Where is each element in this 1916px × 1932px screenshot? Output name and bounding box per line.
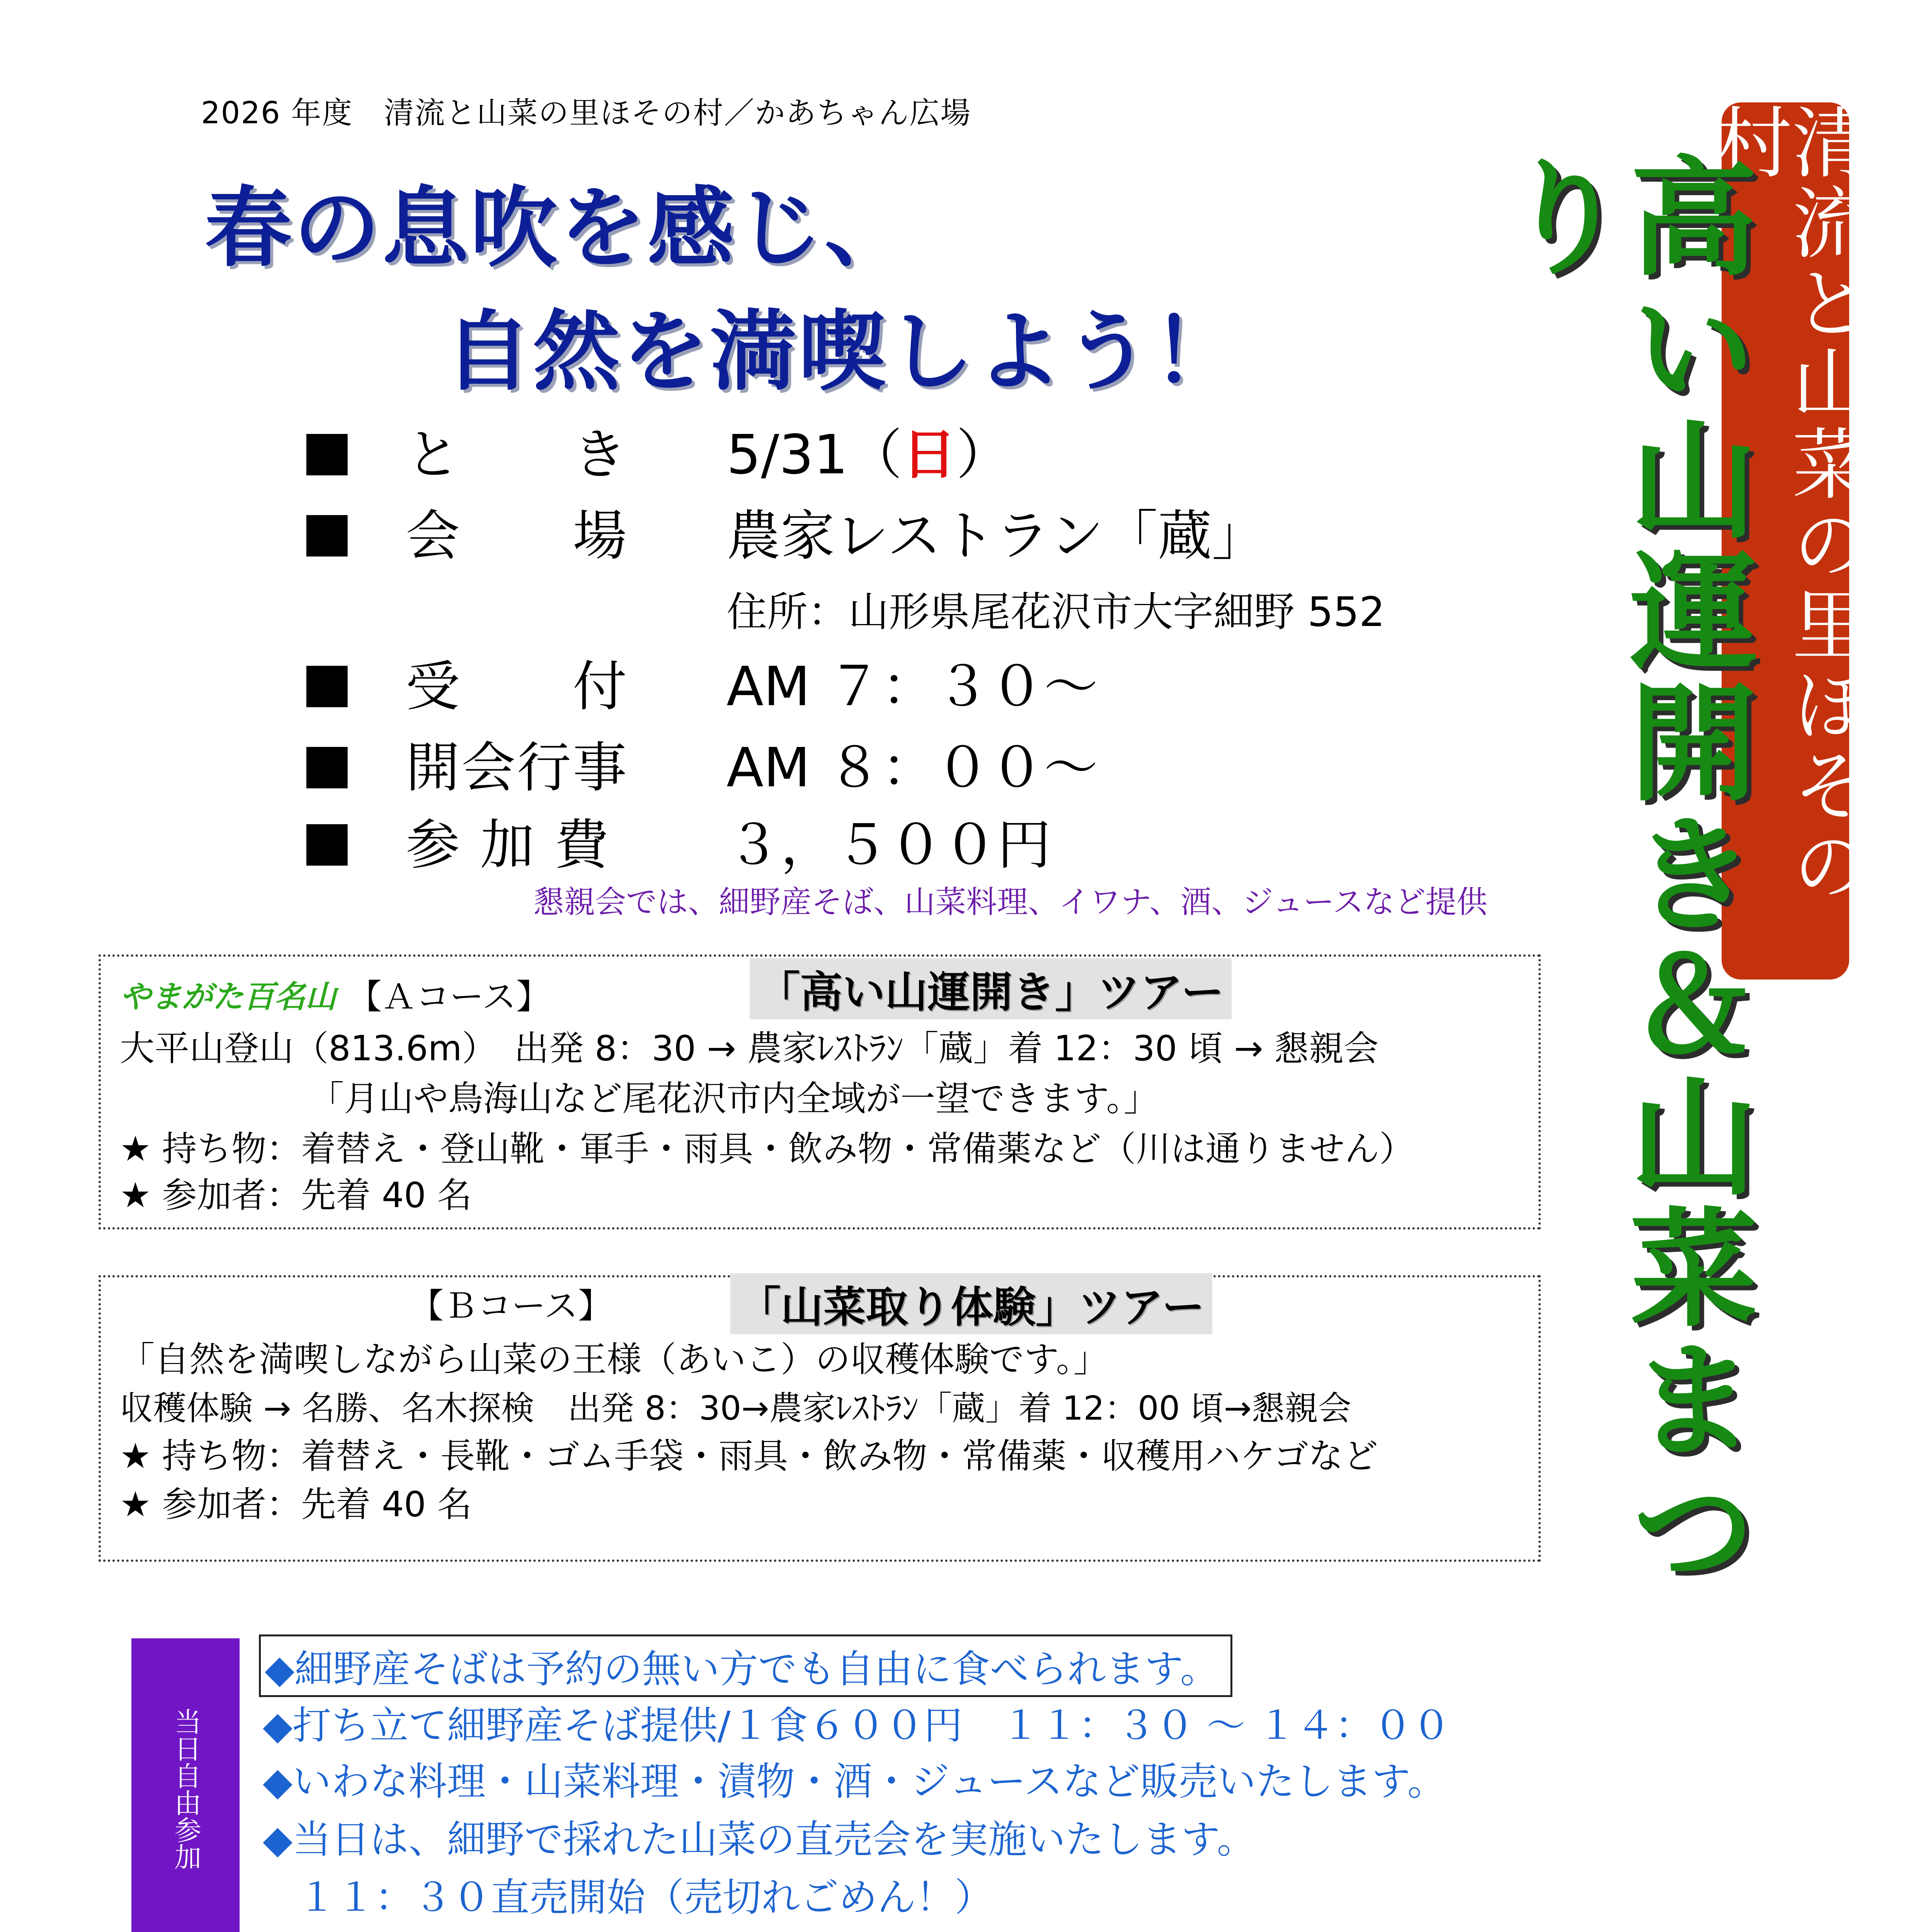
reception-label: 受 付 xyxy=(406,655,629,718)
course-a-capacity: ★ 参加者：先着 40 名 xyxy=(120,1175,472,1216)
opening-value: AM ８：００～ xyxy=(727,736,1098,799)
venue-label: 会 場 xyxy=(406,504,629,568)
date-day: 日 xyxy=(902,423,956,486)
square-bullet: ■ xyxy=(301,650,353,714)
course-a-description: 「月山や鳥海山など尾花沢市内全域が一望できます。」 xyxy=(309,1078,1159,1119)
opening-label: 開会行事 xyxy=(406,736,629,799)
info-row-reception xyxy=(301,649,1098,718)
course-b-label: 【Ｂコース】 xyxy=(410,1286,612,1326)
course-b-schedule: 収穫体験 → 名勝、名木探検 出発 8：30→農家ﾚｽﾄﾗﾝ「蔵」着 12：00 頃→懇親会 xyxy=(120,1389,1351,1428)
fee-note: 懇親会では、細野産そば、山菜料理、イワナ、酒、ジュースなど提供 xyxy=(533,884,1487,920)
course-b-title: 「山菜取り体験」ツアー xyxy=(730,1273,1212,1334)
course-a-label: 【Ａコース】 xyxy=(348,977,550,1017)
info-row-date xyxy=(301,417,1011,486)
fee-value: ３，５００円 xyxy=(727,813,1052,877)
course-a-title: 「高い山運開き」ツアー xyxy=(750,958,1232,1019)
venue-value: 農家レストラン「蔵」 xyxy=(727,504,1266,568)
square-bullet: ■ xyxy=(301,418,353,482)
info-row-venue xyxy=(301,498,1266,568)
free-participation-badge-text: 当日自由参加 xyxy=(170,1708,202,1870)
free-item-3: ◆いわな料理・山菜料理・漬物・酒・ジュースなど販売いたします。 xyxy=(263,1759,1446,1804)
info-row-opening xyxy=(301,730,1098,799)
headline-line-1: 春の息吹を感じ、 xyxy=(205,178,913,279)
course-b-description: 「自然を満喫しながら山菜の王様（あいこ）の収穫体験です。」 xyxy=(120,1339,1108,1380)
date-label: と き xyxy=(406,423,629,486)
free-participation-badge xyxy=(131,1638,240,1932)
course-a-belongings: ★ 持ち物：着替え・登山靴・軍手・雨具・飲み物・常備薬など（川は通りません） xyxy=(120,1129,1414,1169)
event-title-text: 高い山運開き＆山菜まつり xyxy=(1481,151,1757,1596)
date-value: 5/31（日） xyxy=(727,423,1011,486)
header-line: 2026 年度 清流と山菜の里ほその村／かあちゃん広場 xyxy=(201,96,972,131)
venue-address: 住所：山形県尾花沢市大字細野 552 xyxy=(727,588,1385,636)
reception-value: AM ７：３０～ xyxy=(727,655,1098,718)
free-item-1: ◆細野産そばは予約の無い方でも自由に食べられます。 xyxy=(259,1634,1232,1697)
square-bullet: ■ xyxy=(301,731,353,795)
info-row-fee xyxy=(301,808,1052,877)
free-item-2: ◆打ち立て細野産そば提供/１食６００円 １１：３０ ～ １４：００ xyxy=(263,1703,1451,1748)
free-item-5: １１：３０直売開始（売切れごめん！） xyxy=(298,1875,993,1920)
headline-line-2: 自然を満喫しよう！ xyxy=(444,301,1241,403)
course-b-belongings: ★ 持ち物：着替え・長靴・ゴム手袋・雨具・飲み物・常備薬・収穫用ハケゴなど xyxy=(120,1436,1378,1476)
course-a-schedule: 大平山登山（813.6m） 出発 8：30 → 農家ﾚｽﾄﾗﾝ「蔵」着 12：30 頃 → 懇親会 xyxy=(120,1028,1379,1069)
square-bullet: ■ xyxy=(301,500,353,563)
fee-label: 参 加 費 xyxy=(406,813,611,877)
square-bullet: ■ xyxy=(301,809,353,872)
event-title xyxy=(1481,151,1757,1658)
course-a-tag: やまがた百名山 xyxy=(120,979,336,1015)
course-b-capacity: ★ 参加者：先着 40 名 xyxy=(120,1484,472,1525)
side-banner-text: 清流と山菜の里ほその村 xyxy=(1702,102,1869,906)
free-item-4: ◆当日は、細野で採れた山菜の直売会を実施いたします。 xyxy=(263,1817,1256,1862)
